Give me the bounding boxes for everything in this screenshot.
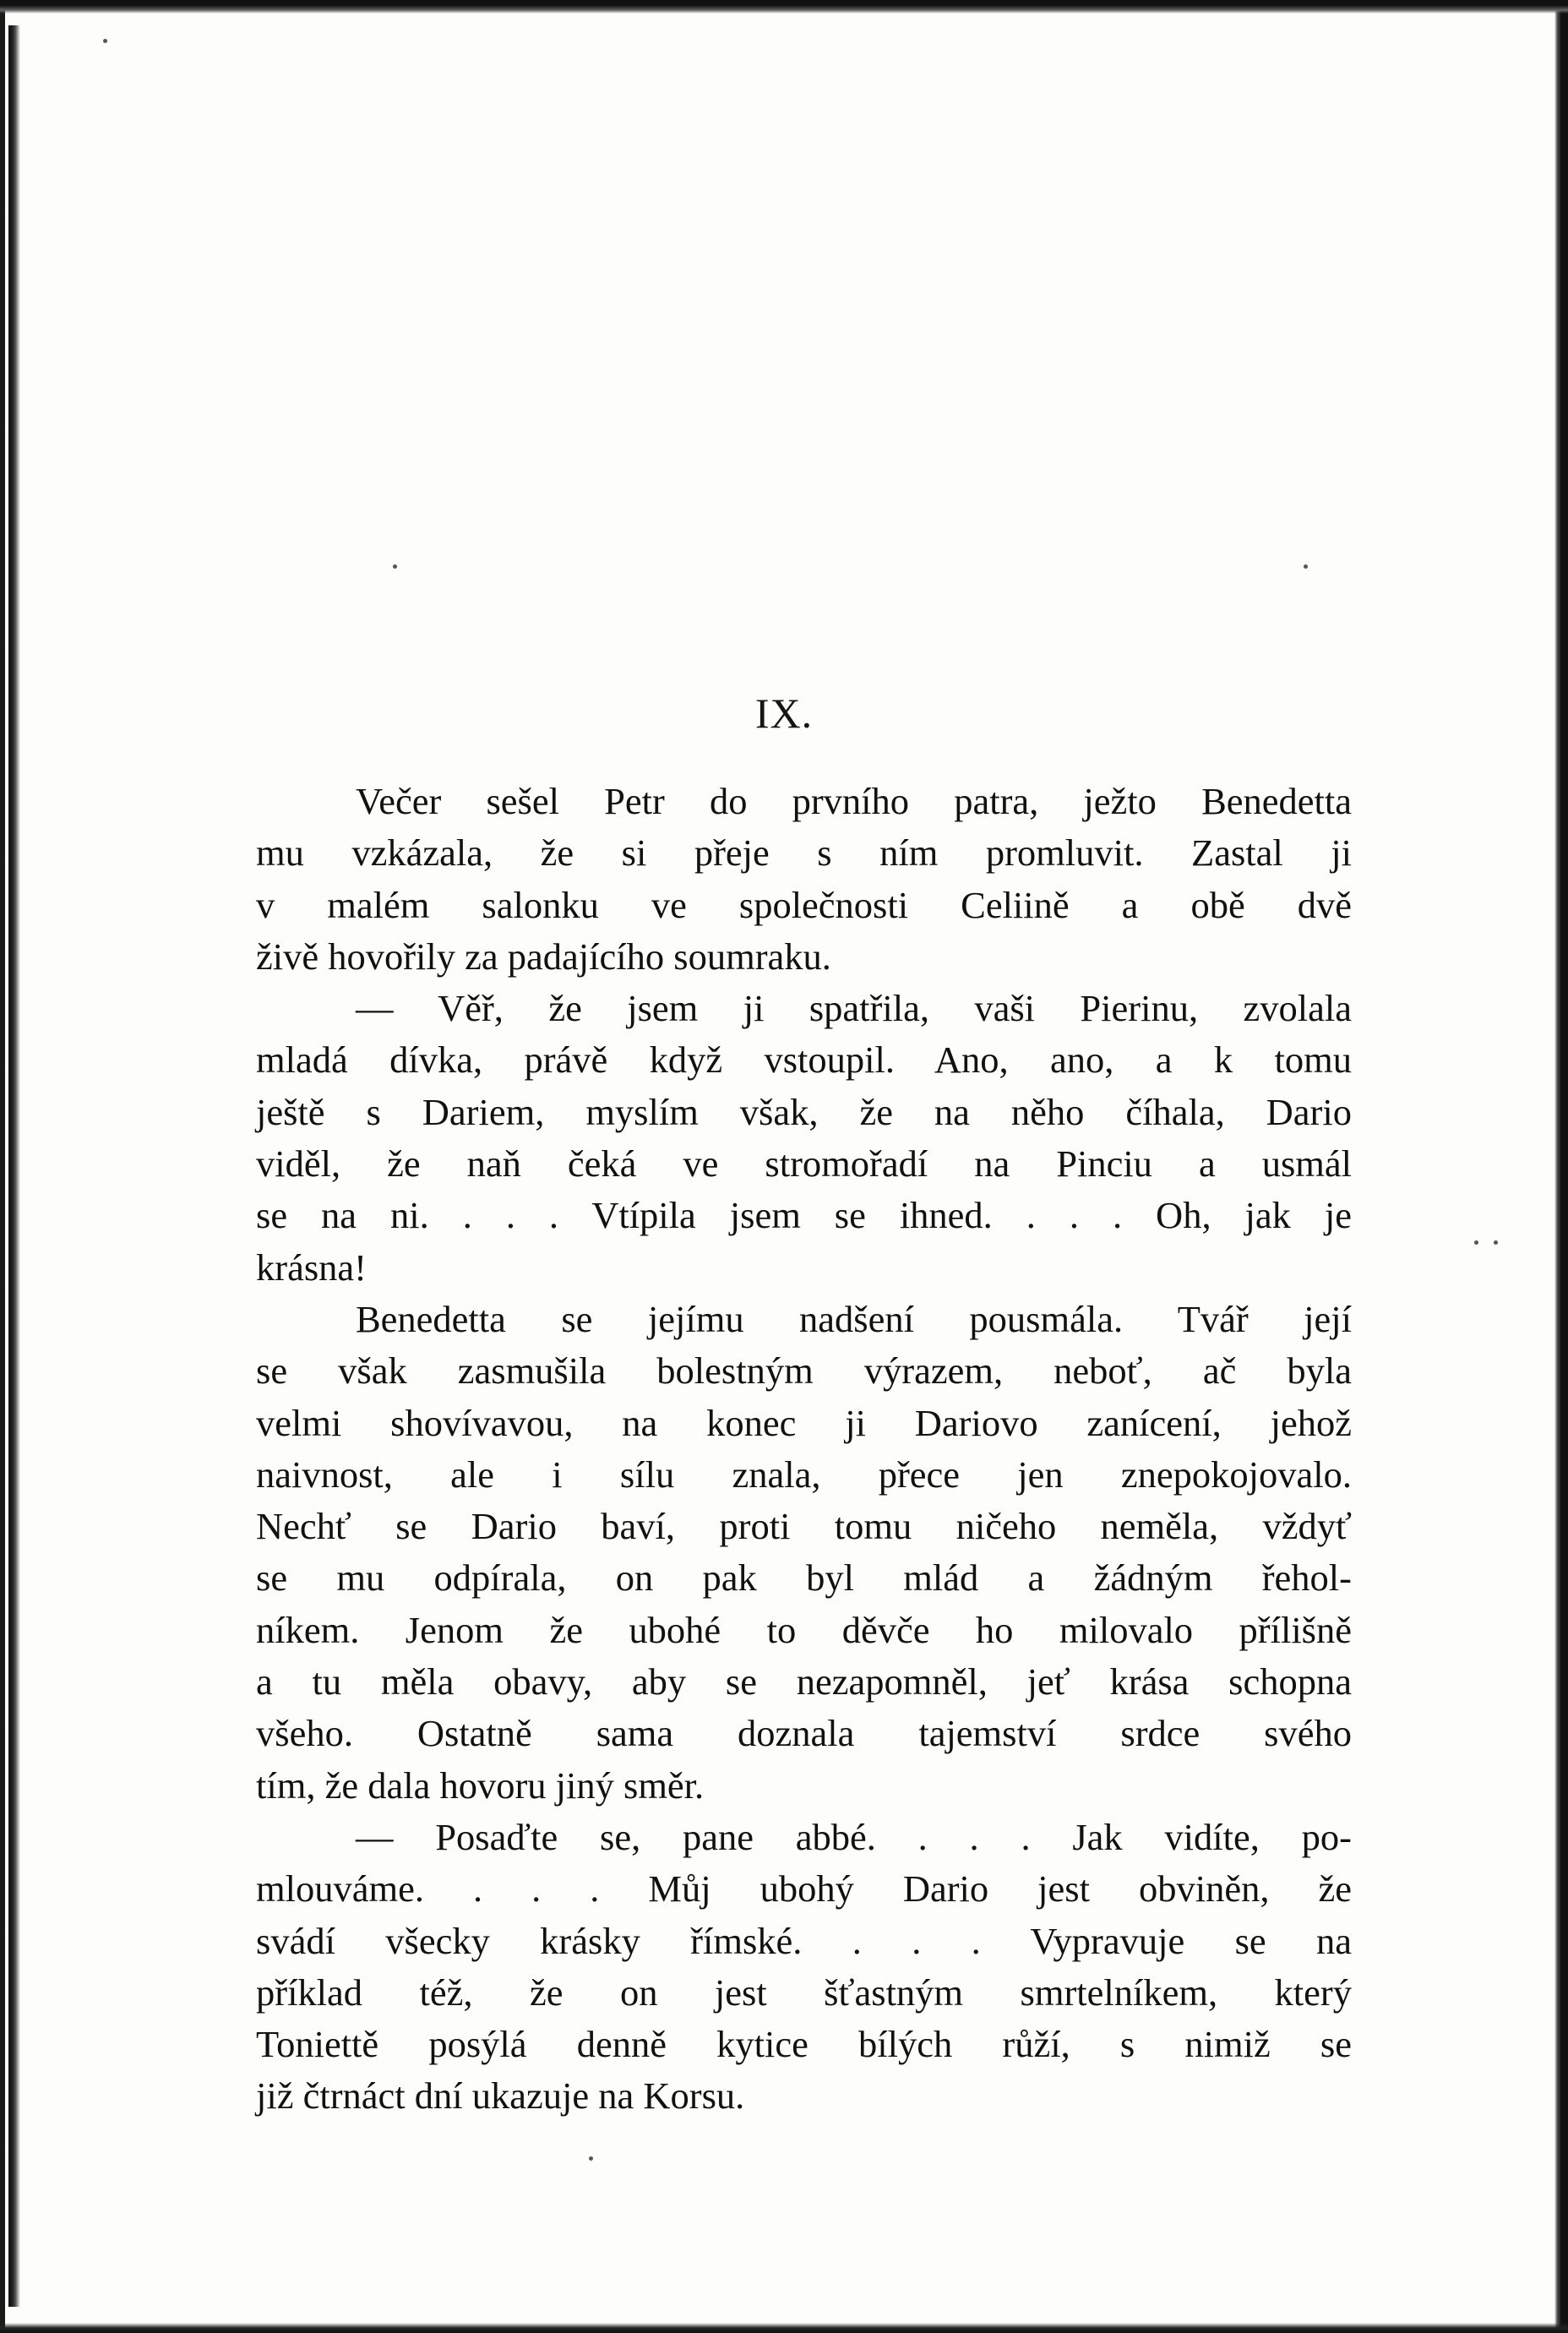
text-line: níkem. Jenom že ubohé to děvče ho milovalo přílišně	[256, 1608, 1352, 1651]
text-line: velmi shovívavou, na konec ji Dariovo zanícení, jehož	[256, 1401, 1352, 1444]
paragraph	[256, 776, 1352, 983]
scan-speck	[1304, 564, 1308, 569]
text-line: krásna!	[256, 1246, 367, 1289]
scan-speck	[1474, 1240, 1478, 1245]
text-line: svádí všecky krásky římské. . . . Vypravuje se na	[256, 1919, 1352, 1962]
text-line: Nechť se Dario baví, proti tomu ničeho neměla, vždyť	[256, 1505, 1352, 1548]
text-line: všeho. Ostatně sama doznala tajemství srdce svého	[256, 1712, 1352, 1755]
paragraph	[256, 983, 1352, 1294]
scan-speck	[589, 2156, 593, 2161]
scan-speck	[1494, 1240, 1498, 1245]
text-line: Toniettě posýlá denně kytice bílých růží, s nimiž se	[256, 2023, 1352, 2066]
text-line: v malém salonku ve společnosti Celiině a obě dvě	[256, 883, 1352, 926]
page-edge-bottom	[0, 2323, 1568, 2333]
scan-speck	[103, 39, 107, 43]
paragraph	[256, 1812, 1352, 2123]
page-edge-top	[0, 0, 1568, 14]
page-edge-right	[1554, 0, 1568, 2333]
text-line: naivnost, ale i sílu znala, přece jen znepokojovalo.	[256, 1453, 1352, 1496]
text-line: se mu odpírala, on pak byl mlád a žádným řehol-	[256, 1556, 1352, 1600]
text-line: a tu měla obavy, aby se nezapomněl, jeť krása schopna	[256, 1660, 1352, 1703]
text-line: Benedetta se jejímu nadšení pousmála. Tvář její	[356, 1297, 1352, 1340]
scan-speck	[393, 564, 397, 569]
text-line: mladá dívka, právě když vstoupil. Ano, ano, a k tomu	[256, 1038, 1352, 1082]
text-line: se však zasmušila bolestným výrazem, neboť, ač byla	[256, 1349, 1352, 1393]
text-line: Večer sešel Petr do prvního patra, ježto Benedetta	[356, 780, 1352, 822]
text-line: viděl, že naň čeká ve stromořadí na Pinciu a usmál	[256, 1142, 1352, 1186]
text-line: živě hovořily za padajícího soumraku.	[256, 935, 831, 978]
text-line: — Posaďte se, pane abbé. . . . Jak vidíte, po-	[356, 1815, 1352, 1858]
text-line: již čtrnáct dní ukazuje na Korsu.	[256, 2074, 745, 2118]
text-line: se na ni. . . . Vtípila jsem se ihned. . . . Oh, jak je	[256, 1194, 1352, 1237]
text-line: mlouváme. . . . Můj ubohý Dario jest obviněn, že	[256, 1867, 1352, 1911]
text-line: tím, že dala hovoru jiný směr.	[256, 1763, 705, 1807]
chapter-heading: IX.	[754, 690, 814, 737]
paragraph	[256, 1294, 1352, 1812]
page-binding-shadow	[8, 25, 20, 2307]
text-line: příklad též, že on jest šťastným smrtelníkem, který	[256, 1971, 1352, 2014]
text-line: ještě s Dariem, myslím však, že na něho číhala, Dario	[256, 1090, 1352, 1133]
page-edge-left	[0, 0, 5, 2333]
text-line: — Věř, že jsem ji spatřila, vaši Pierinu, zvolala	[356, 987, 1352, 1030]
text-line: mu vzkázala, že si přeje s ním promluvit. Zastal ji	[256, 831, 1352, 875]
chapter-text	[256, 776, 1352, 2123]
